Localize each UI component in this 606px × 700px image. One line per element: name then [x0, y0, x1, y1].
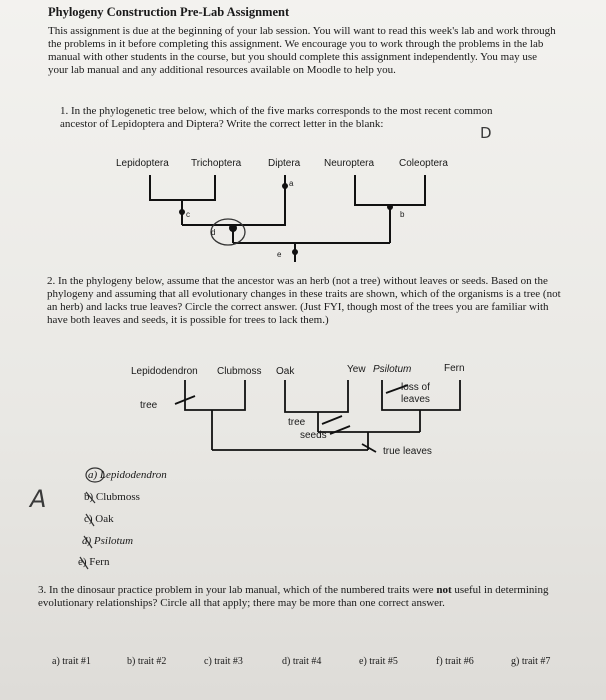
q2-text: 2. In the phylogeny below, assume that the ancestor was an herb (not a tree) without leaves or seeds. Based on the phylogeny and assuming that all evolutionary changes in these traits are shown, which of the organisms is a tree (not an herb) and lacks true leaves? Circle the correct answer. (Just FYI, though most of the trees you are familiar with have both leaves and seeds, it is possible for trees to lack them.) [47, 275, 561, 326]
q1-taxon-neuroptera: Neuroptera [324, 158, 375, 169]
q2-taxon-yew: Yew [347, 364, 366, 375]
q3-option-f[interactable]: f) trait #6 [436, 656, 474, 667]
q3-option-e[interactable]: e) trait #5 [359, 656, 398, 667]
q1-taxon-trichoptera: Trichoptera [191, 158, 242, 169]
q2-label-true-leaves: true leaves [383, 446, 432, 457]
q2-taxon-clubmoss: Clubmoss [217, 366, 262, 377]
q2-option-a[interactable]: a) Lepidodendron [88, 469, 167, 481]
q2-option-c[interactable]: c) Oak [84, 513, 114, 525]
q2-option-d[interactable]: d) Psilotum [82, 535, 134, 547]
q3-option-g[interactable]: g) trait #7 [511, 656, 551, 667]
q2-handwritten-answer: A [30, 485, 47, 513]
q2-taxon-fern: Fern [444, 363, 465, 374]
q2-taxon-lepidodendron: Lepidodendron [131, 366, 198, 377]
q2-label-seeds: seeds [300, 430, 327, 441]
q1-mark-c: c [186, 210, 190, 219]
q1-taxon-lepidoptera: Lepidoptera [116, 158, 169, 169]
q2-taxon-oak: Oak [276, 366, 295, 377]
q1-taxon-coleoptera: Coleoptera [399, 158, 448, 169]
q2-label-tree-oak: tree [288, 417, 306, 428]
q1-mark-b: b [400, 210, 405, 219]
q3-text: 3. In the dinosaur practice problem in your lab manual, which of the numbered traits were not useful in determining evolutionary relationships? Circle all that apply; there may be more than one correct answer. [38, 584, 549, 609]
q1-text: 1. In the phylogenetic tree below, which of the five marks corresponds to the most recent common ancestor of Lepidoptera and Diptera? Write the correct letter in the blank: [60, 105, 493, 130]
q2-label-tree-lepidodendron: tree [140, 400, 158, 411]
q1-answer: D [480, 124, 492, 142]
q1-mark-d: d [211, 228, 216, 237]
q3-option-c[interactable]: c) trait #3 [204, 656, 243, 667]
q2-option-b[interactable]: b) Clubmoss [84, 491, 140, 503]
page-title: Phylogeny Construction Pre-Lab Assignment [48, 5, 290, 19]
q3-option-b[interactable]: b) trait #2 [127, 656, 167, 667]
q3-option-d[interactable]: d) trait #4 [282, 656, 322, 667]
q1-mark-e: e [277, 250, 282, 259]
q2-label-loss-of-leaves: loss of leaves [401, 382, 430, 405]
q2-option-e[interactable]: e) Fern [78, 556, 110, 568]
intro-paragraph: This assignment is due at the beginning of your lab session. You will want to read this week's lab and work through the problems in it before completing this assignment. We encourage you to work through the problems in the lab manual with other students in the course, but you should complete this assignment independently. You may use your lab manual and any additional resources available on Moodle to help you. [48, 25, 556, 76]
q1-taxon-diptera: Diptera [268, 158, 301, 169]
q2-taxon-psilotum: Psilotum [373, 364, 412, 375]
q1-mark-a: a [289, 179, 294, 188]
q3-option-a[interactable]: a) trait #1 [52, 656, 91, 667]
